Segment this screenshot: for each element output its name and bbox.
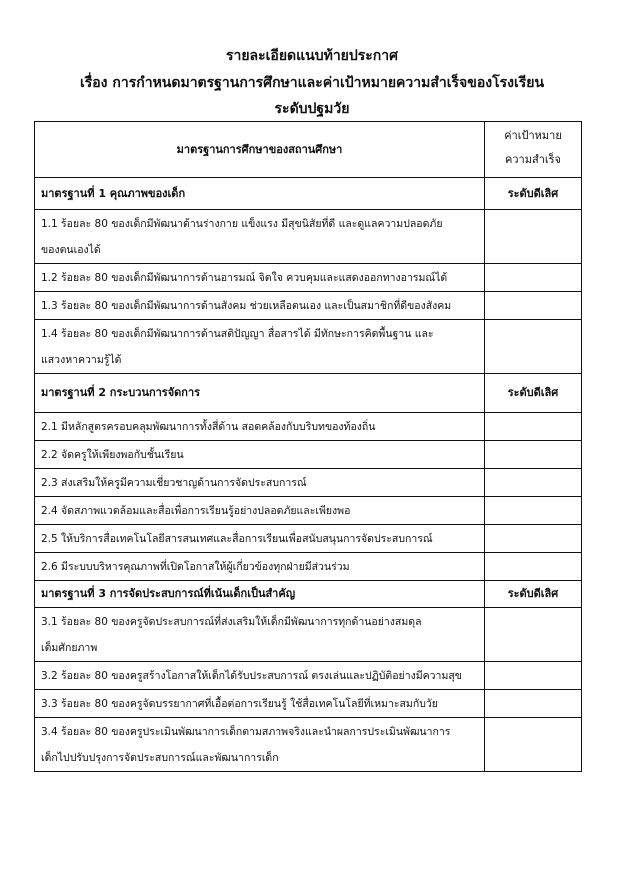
indicator-row bbox=[35, 441, 582, 469]
indicator-text bbox=[35, 690, 485, 718]
indicator-row bbox=[35, 292, 582, 320]
indicator-target-cell bbox=[485, 441, 582, 469]
indicator-line1: 2.3 ส่งเสริมให้ครูมีความเชี่ยวชาญด้านการจัดประสบการณ์ bbox=[41, 477, 307, 489]
indicator-target-cell bbox=[485, 690, 582, 718]
indicator-text bbox=[35, 320, 485, 374]
indicator-line1: 2.1 มีหลักสูตรครอบคลุมพัฒนาการทั้งสี่ด้าน สอดคล้องกับบริบทของท้องถิ่น bbox=[41, 421, 376, 433]
indicator-target-cell bbox=[485, 525, 582, 553]
indicator-target-cell bbox=[485, 497, 582, 525]
indicator-row bbox=[35, 608, 582, 662]
indicator-text bbox=[35, 413, 485, 441]
indicator-text bbox=[35, 718, 485, 772]
indicator-line2: ของตนเองได้ bbox=[41, 244, 101, 256]
indicator-line1: 2.4 จัดสภาพแวดล้อมและสื่อเพื่อการเรียนรู้อย่างปลอดภัยและเพียงพอ bbox=[41, 505, 351, 517]
indicator-row bbox=[35, 497, 582, 525]
indicator-row bbox=[35, 264, 582, 292]
indicator-target-cell bbox=[485, 413, 582, 441]
document-level: ระดับปฐมวัย bbox=[274, 101, 350, 117]
standards-table bbox=[34, 121, 582, 772]
indicator-line1: 1.1 ร้อยละ 80 ของเด็กมีพัฒนาด้านร่างกาย แข็งแรง มีสุขนิสัยที่ดี และดูแลความปลอดภัย bbox=[41, 218, 443, 230]
indicator-text bbox=[35, 525, 485, 553]
indicator-text bbox=[35, 662, 485, 690]
standard-target: ระดับดีเลิศ bbox=[485, 581, 582, 608]
indicator-row bbox=[35, 413, 582, 441]
indicator-text bbox=[35, 608, 485, 662]
indicator-row bbox=[35, 718, 582, 772]
indicator-line1: 1.2 ร้อยละ 80 ของเด็กมีพัฒนาการด้านอารมณ์ จิตใจ ควบคุมและแสดงออกทางอารมณ์ได้ bbox=[41, 272, 448, 284]
document-title: รายละเอียดแนบท้ายประกาศ bbox=[225, 48, 399, 64]
standard-title: มาตรฐานที่ 3 การจัดประสบการณ์ที่เน้นเด็กเป็นสำคัญ bbox=[35, 581, 485, 608]
indicator-target-cell bbox=[485, 292, 582, 320]
indicator-row bbox=[35, 662, 582, 690]
indicator-line1: 3.1 ร้อยละ 80 ของครูจัดประสบการณ์ที่ส่งเสริมให้เด็กมีพัฒนาการทุกด้านอย่างสมดุล bbox=[41, 616, 422, 628]
indicator-row bbox=[35, 469, 582, 497]
indicator-line2: แสวงหาความรู้ได้ bbox=[41, 354, 122, 366]
indicator-line1: 1.3 ร้อยละ 80 ของเด็กมีพัฒนาการด้านสังคม ช่วยเหลือตนเอง และเป็นสมาชิกที่ดีของสังคม bbox=[41, 300, 452, 312]
indicator-target-cell bbox=[485, 608, 582, 662]
document-subject: เรื่อง การกำหนดมาตรฐานการศึกษาและค่าเป้าหมายความสำเร็จของโรงเรียน bbox=[79, 75, 545, 91]
indicator-row bbox=[35, 525, 582, 553]
indicator-line1: 2.6 มีระบบบริหารคุณภาพที่เปิดโอกาสให้ผู้เกี่ยวข้องทุกฝ่ายมีส่วนร่วม bbox=[41, 561, 350, 573]
indicator-line2: เต็มศักยภาพ bbox=[41, 642, 98, 654]
table-header-row bbox=[35, 122, 582, 178]
indicator-text bbox=[35, 264, 485, 292]
header-target-line2: ความสำเร็จ bbox=[505, 153, 561, 166]
indicator-row bbox=[35, 553, 582, 581]
indicator-target-cell bbox=[485, 718, 582, 772]
indicator-target-cell bbox=[485, 320, 582, 374]
header-target bbox=[485, 122, 582, 178]
indicator-text bbox=[35, 469, 485, 497]
indicator-row bbox=[35, 690, 582, 718]
standard-target: ระดับดีเลิศ bbox=[485, 374, 582, 413]
indicator-target-cell bbox=[485, 469, 582, 497]
standard-row bbox=[35, 178, 582, 210]
indicator-line1: 2.2 จัดครูให้เพียงพอกับชั้นเรียน bbox=[41, 449, 184, 461]
indicator-line2: เด็กไปปรับปรุงการจัดประสบการณ์และพัฒนาการเด็ก bbox=[41, 752, 279, 764]
indicator-text bbox=[35, 292, 485, 320]
indicator-text bbox=[35, 441, 485, 469]
indicator-line1: 1.4 ร้อยละ 80 ของเด็กมีพัฒนาการด้านสติปัญญา สื่อสารได้ มีทักษะการคิดพื้นฐาน และ bbox=[41, 328, 434, 340]
indicator-line1: 3.4 ร้อยละ 80 ของครูประเมินพัฒนาการเด็กตามสภาพจริงและนำผลการประเมินพัฒนาการ bbox=[41, 726, 451, 738]
indicator-target-cell bbox=[485, 264, 582, 292]
standard-target: ระดับดีเลิศ bbox=[485, 178, 582, 210]
indicator-line1: 2.5 ให้บริการสื่อเทคโนโลยีสารสนเทศและสื่อการเรียนเพื่อสนับสนุนการจัดประสบการณ์ bbox=[41, 533, 433, 545]
indicator-target-cell bbox=[485, 210, 582, 264]
indicator-target-cell bbox=[485, 553, 582, 581]
header-target-line1: ค่าเป้าหมาย bbox=[504, 129, 562, 142]
indicator-line1: 3.3 ร้อยละ 80 ของครูจัดบรรยากาศที่เอื้อต่อการเรียนรู้ ใช้สื่อเทคโนโลยีที่เหมาะสมกับวัย bbox=[41, 698, 438, 710]
indicator-line1: 3.2 ร้อยละ 80 ของครูสร้างโอกาสให้เด็กได้รับประสบการณ์ ตรงเล่นและปฏิบัติอย่างมีความสุข bbox=[41, 670, 462, 682]
indicator-text bbox=[35, 497, 485, 525]
standard-title: มาตรฐานที่ 2 กระบวนการจัดการ bbox=[35, 374, 485, 413]
header-standards: มาตรฐานการศึกษาของสถานศึกษา bbox=[35, 122, 485, 178]
indicator-row bbox=[35, 320, 582, 374]
indicator-target-cell bbox=[485, 662, 582, 690]
indicator-text bbox=[35, 210, 485, 264]
standard-row bbox=[35, 374, 582, 413]
indicator-row bbox=[35, 210, 582, 264]
standard-title: มาตรฐานที่ 1 คุณภาพของเด็ก bbox=[35, 178, 485, 210]
standard-row bbox=[35, 581, 582, 608]
indicator-text bbox=[35, 553, 485, 581]
